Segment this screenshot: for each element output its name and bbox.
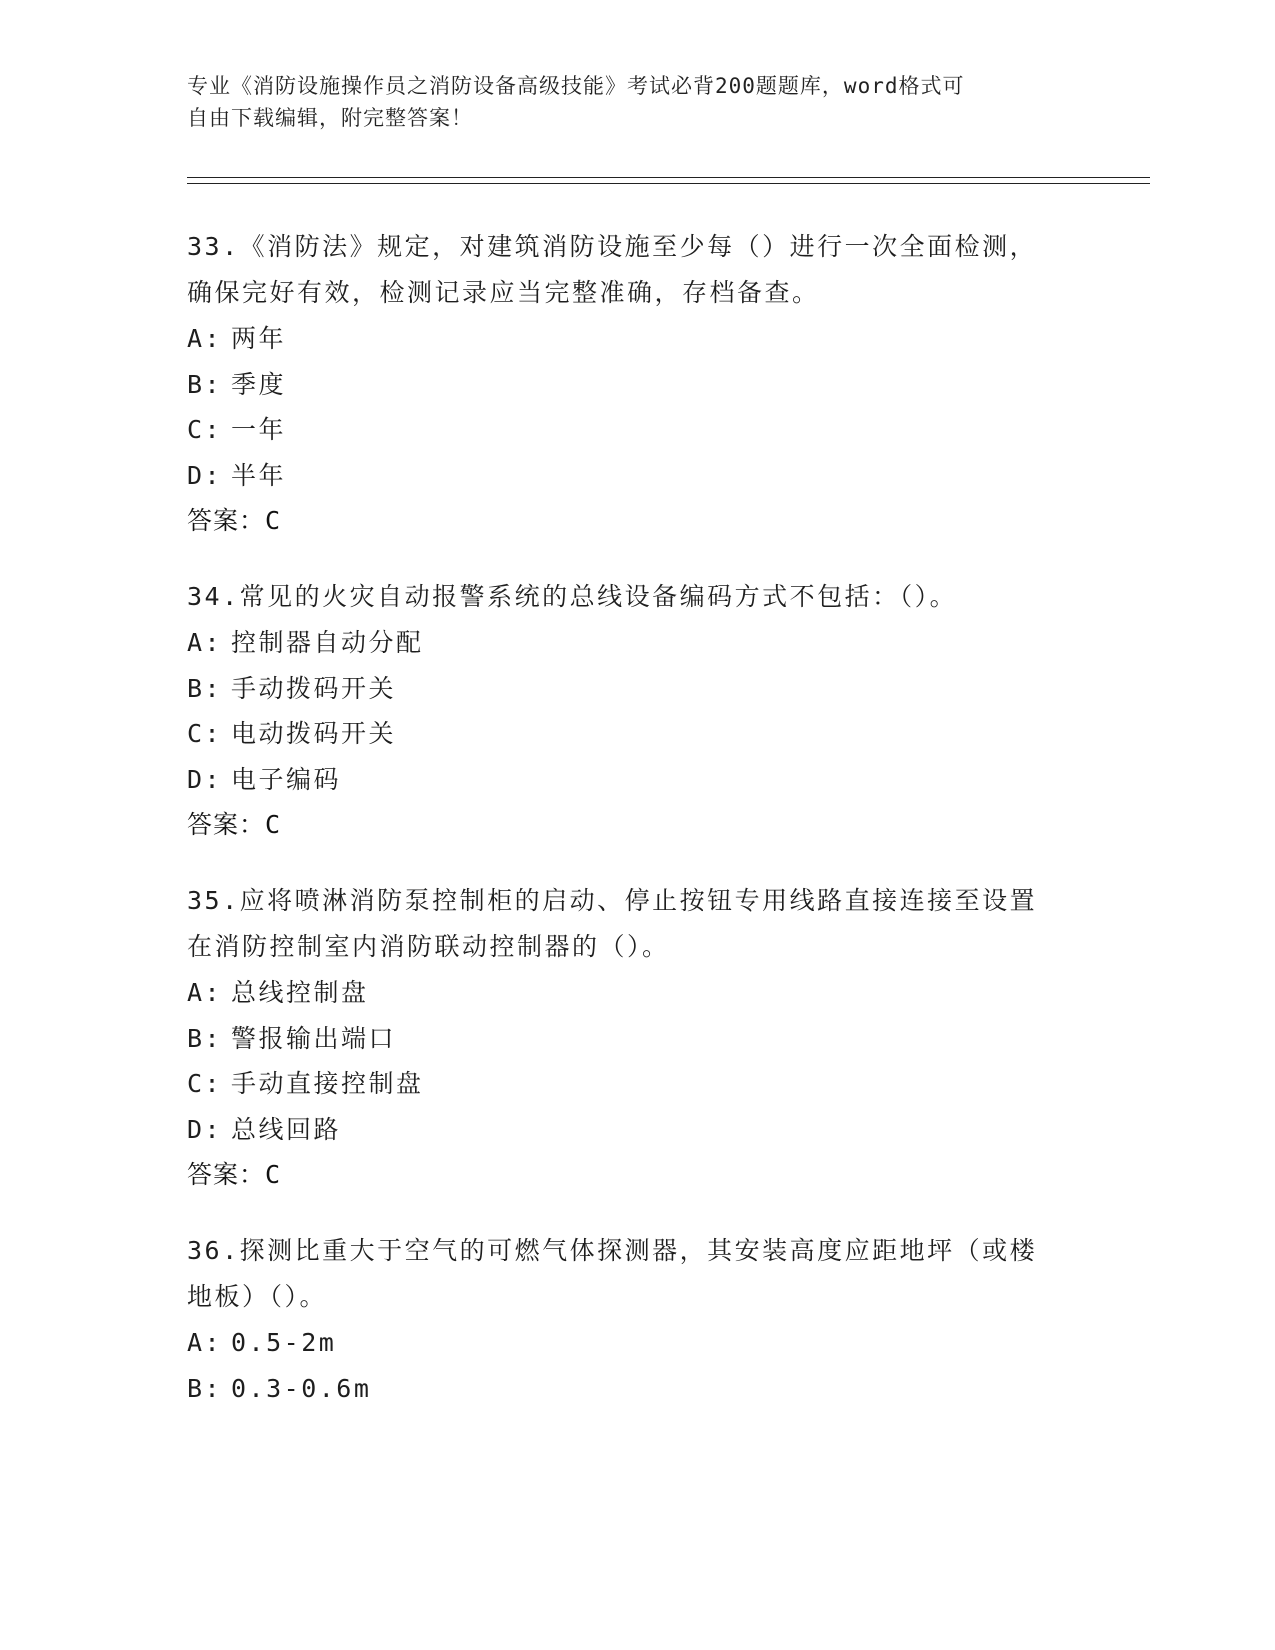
option-b bbox=[187, 1366, 1087, 1412]
question-text-line-1: 33.《消防法》规定，对建筑消防设施至少每（）进行一次全面检测， bbox=[187, 232, 1038, 261]
option-text: 电子编码 bbox=[231, 764, 342, 794]
option-letter: C: bbox=[187, 415, 223, 444]
answer-value: C bbox=[265, 1160, 282, 1189]
option-text: 控制器自动分配 bbox=[231, 628, 424, 657]
option-letter: A: bbox=[187, 1328, 223, 1357]
option-a bbox=[187, 1320, 1087, 1366]
header-divider bbox=[187, 177, 1150, 184]
option-c bbox=[187, 407, 1087, 453]
option-text: 一年 bbox=[231, 415, 287, 444]
option-text: 0.3-0.6m bbox=[231, 1373, 372, 1403]
option-text: 手动直接控制盘 bbox=[231, 1069, 424, 1098]
option-text: 半年 bbox=[231, 460, 287, 490]
option-b bbox=[187, 1016, 1087, 1062]
option-text: 总线回路 bbox=[231, 1114, 342, 1144]
question-text-line-2: 确保完好有效，检测记录应当完整准确，存档备查。 bbox=[187, 278, 820, 307]
option-text: 电动拨码开关 bbox=[231, 719, 397, 748]
option-c bbox=[187, 1061, 1087, 1107]
option-text: 警报输出端口 bbox=[231, 1023, 397, 1053]
answer-label: 答案： bbox=[187, 506, 266, 535]
option-a bbox=[187, 316, 1087, 362]
option-text: 0.5-2m bbox=[231, 1328, 337, 1357]
question-34 bbox=[187, 574, 1087, 848]
option-letter: A: bbox=[187, 324, 223, 353]
option-b bbox=[187, 666, 1087, 712]
option-text: 两年 bbox=[231, 324, 287, 353]
option-letter: D: bbox=[187, 764, 223, 794]
option-d bbox=[187, 1107, 1087, 1153]
header-line-2: 自由下载编辑，附完整答案！ bbox=[187, 106, 473, 130]
option-text: 手动拨码开关 bbox=[231, 673, 397, 703]
question-text-line-1: 34.常见的火灾自动报警系统的总线设备编码方式不包括：（）。 bbox=[187, 582, 958, 611]
option-b bbox=[187, 362, 1087, 408]
answer bbox=[187, 1152, 1087, 1198]
question-text-line-2: 在消防控制室内消防联动控制器的（）。 bbox=[187, 932, 670, 961]
question-33 bbox=[187, 224, 1087, 544]
answer bbox=[187, 498, 1087, 544]
option-text: 季度 bbox=[231, 369, 287, 399]
option-letter: D: bbox=[187, 460, 223, 490]
option-a bbox=[187, 970, 1087, 1016]
answer-label: 答案： bbox=[187, 810, 266, 839]
option-letter: B: bbox=[187, 673, 223, 703]
question-text-line-1: 35.应将喷淋消防泵控制柜的启动、停止按钮专用线路直接连接至设置 bbox=[187, 886, 1038, 915]
question-35 bbox=[187, 878, 1087, 1198]
answer bbox=[187, 802, 1087, 848]
option-letter: A: bbox=[187, 628, 223, 657]
option-d bbox=[187, 453, 1087, 499]
document-header bbox=[187, 70, 1067, 134]
answer-value: C bbox=[265, 506, 282, 535]
answer-value: C bbox=[265, 810, 282, 839]
option-letter: B: bbox=[187, 1373, 223, 1403]
option-letter: C: bbox=[187, 1069, 223, 1098]
option-letter: D: bbox=[187, 1114, 223, 1144]
question-36 bbox=[187, 1228, 1087, 1411]
option-text: 总线控制盘 bbox=[231, 978, 369, 1007]
option-a bbox=[187, 620, 1087, 666]
option-letter: C: bbox=[187, 719, 223, 748]
header-line-1: 专业《消防设施操作员之消防设备高级技能》考试必背200题题库，word格式可 bbox=[187, 74, 965, 98]
option-letter: B: bbox=[187, 1023, 223, 1053]
option-letter: A: bbox=[187, 978, 223, 1007]
option-d bbox=[187, 757, 1087, 803]
option-letter: B: bbox=[187, 369, 223, 399]
answer-label: 答案： bbox=[187, 1160, 266, 1189]
option-c bbox=[187, 711, 1087, 757]
question-text-line-1: 36.探测比重大于空气的可燃气体探测器，其安装高度应距地坪（或楼 bbox=[187, 1236, 1038, 1265]
question-text-line-2: 地板）（）。 bbox=[187, 1282, 328, 1311]
